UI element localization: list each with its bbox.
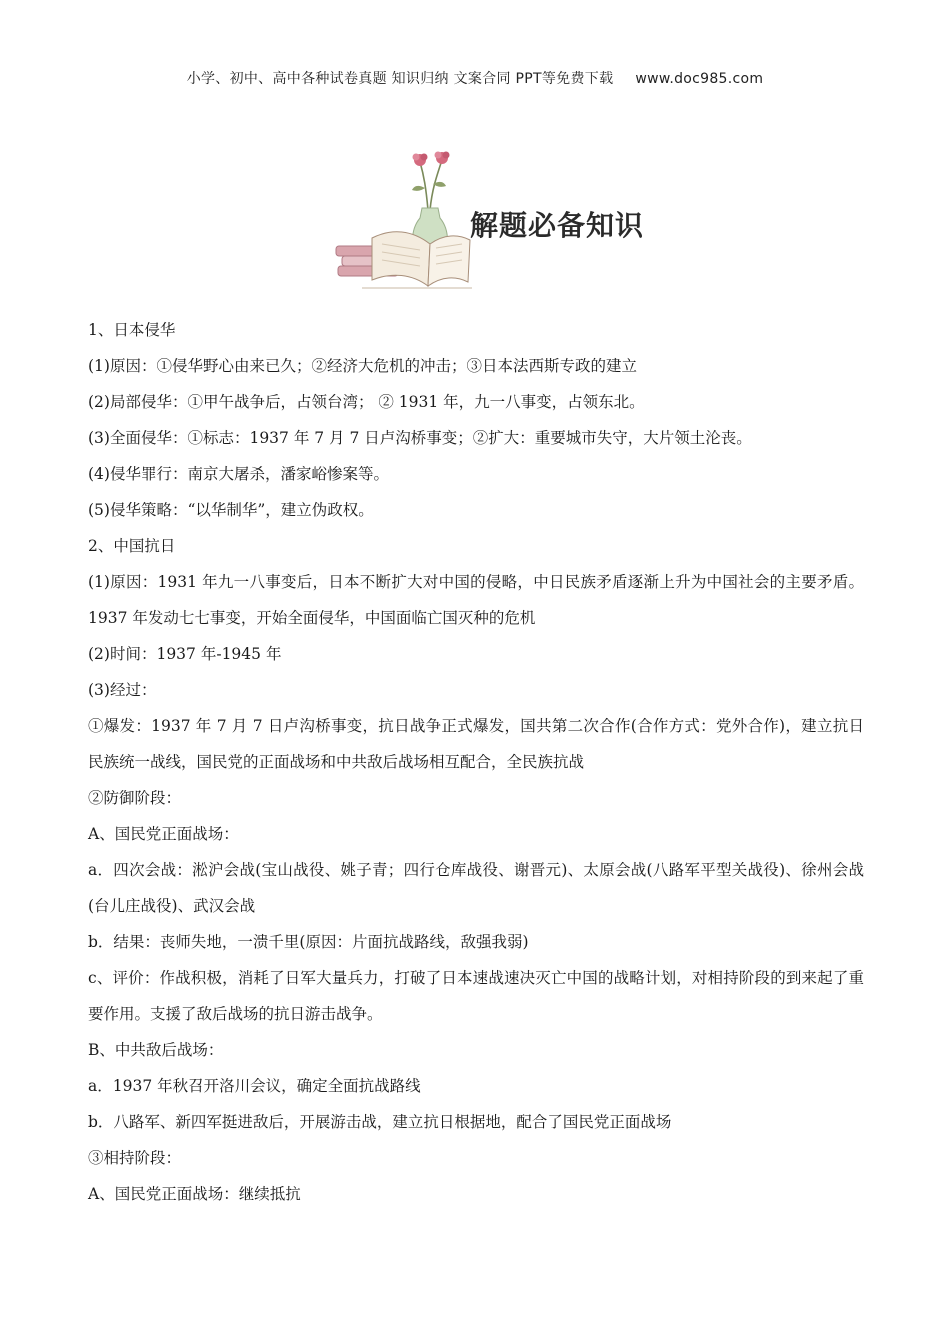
header-url[interactable]: www.doc985.com [635,71,764,87]
text-line: A、国民党正面战场： [88,825,239,843]
text-line: A、国民党正面战场：继续抵抗 [88,1185,301,1203]
text-line: (5)侵华策略：“以华制华”，建立伪政权。 [88,501,374,519]
text-line: ②防御阶段： [88,789,182,807]
section-heading: 2、中国抗日 [88,537,176,555]
book-with-flower-vase-illustration [332,148,472,296]
text-line: b．结果：丧师失地，一溃千里(原因：片面抗战路线，敌强我弱) [88,933,529,951]
text-line: (3)经过： [88,681,157,699]
text-line: (2)时间：1937 年-1945 年 [88,645,282,663]
text-paragraph: c、评价：作战积极，消耗了日军大量兵力，打破了日本速战速决灭亡中国的战略计划，对相持阶段的到来起了重要作用。支援了敌后战场的抗日游击战争。 [88,969,864,1023]
text-line: (4)侵华罪行：南京大屠杀，潘家峪惨案等。 [88,465,389,483]
text-paragraph: a．四次会战：淞沪会战(宝山战役、姚子青；四行仓库战役、谢晋元)、太原会战(八路军平型关战役)、徐州会战(台儿庄战役)、武汉会战 [88,861,864,915]
text-paragraph: ①爆发：1937 年 7 月 7 日卢沟桥事变，抗日战争正式爆发，国共第二次合作(合作方式：党外合作)，建立抗日民族统一战线，国民党的正面战场和中共敌后战场相互配合，全民族抗战 [88,717,864,771]
section-banner [332,148,662,296]
text-line: (3)全面侵华：①标志：1937 年 7 月 7 日卢沟桥事变；②扩大：重要城市失守，大片领土沦丧。 [88,429,752,447]
header-tagline: 小学、初中、高中各种试卷真题 知识归纳 文案合同 PPT等免费下载 [186,71,614,87]
text-line: a．1937 年秋召开洛川会议，确定全面抗战路线 [88,1077,421,1095]
text-line: b．八路军、新四军挺进敌后，开展游击战，建立抗日根据地，配合了国民党正面战场 [88,1113,672,1131]
text-line: (2)局部侵华：①甲午战争后，占领台湾； ② 1931 年，九一八事变，占领东北。 [88,393,645,411]
text-paragraph: (1)原因：1931 年九一八事变后，日本不断扩大对中国的侵略，中日民族矛盾逐渐上升为中国社会的主要矛盾。1937 年发动七七事变，开始全面侵华，中国面临亡国灭种的危机 [88,573,864,627]
document-body [88,312,864,1212]
text-line: ③相持阶段： [88,1149,182,1167]
banner-title: 解题必备知识 [470,209,645,242]
text-line: B、中共敌后战场： [88,1041,224,1059]
text-line: (1)原因：①侵华野心由来已久；②经济大危机的冲击；③日本法西斯专政的建立 [88,357,637,375]
section-heading: 1、日本侵华 [88,321,176,339]
page-header [0,68,950,88]
